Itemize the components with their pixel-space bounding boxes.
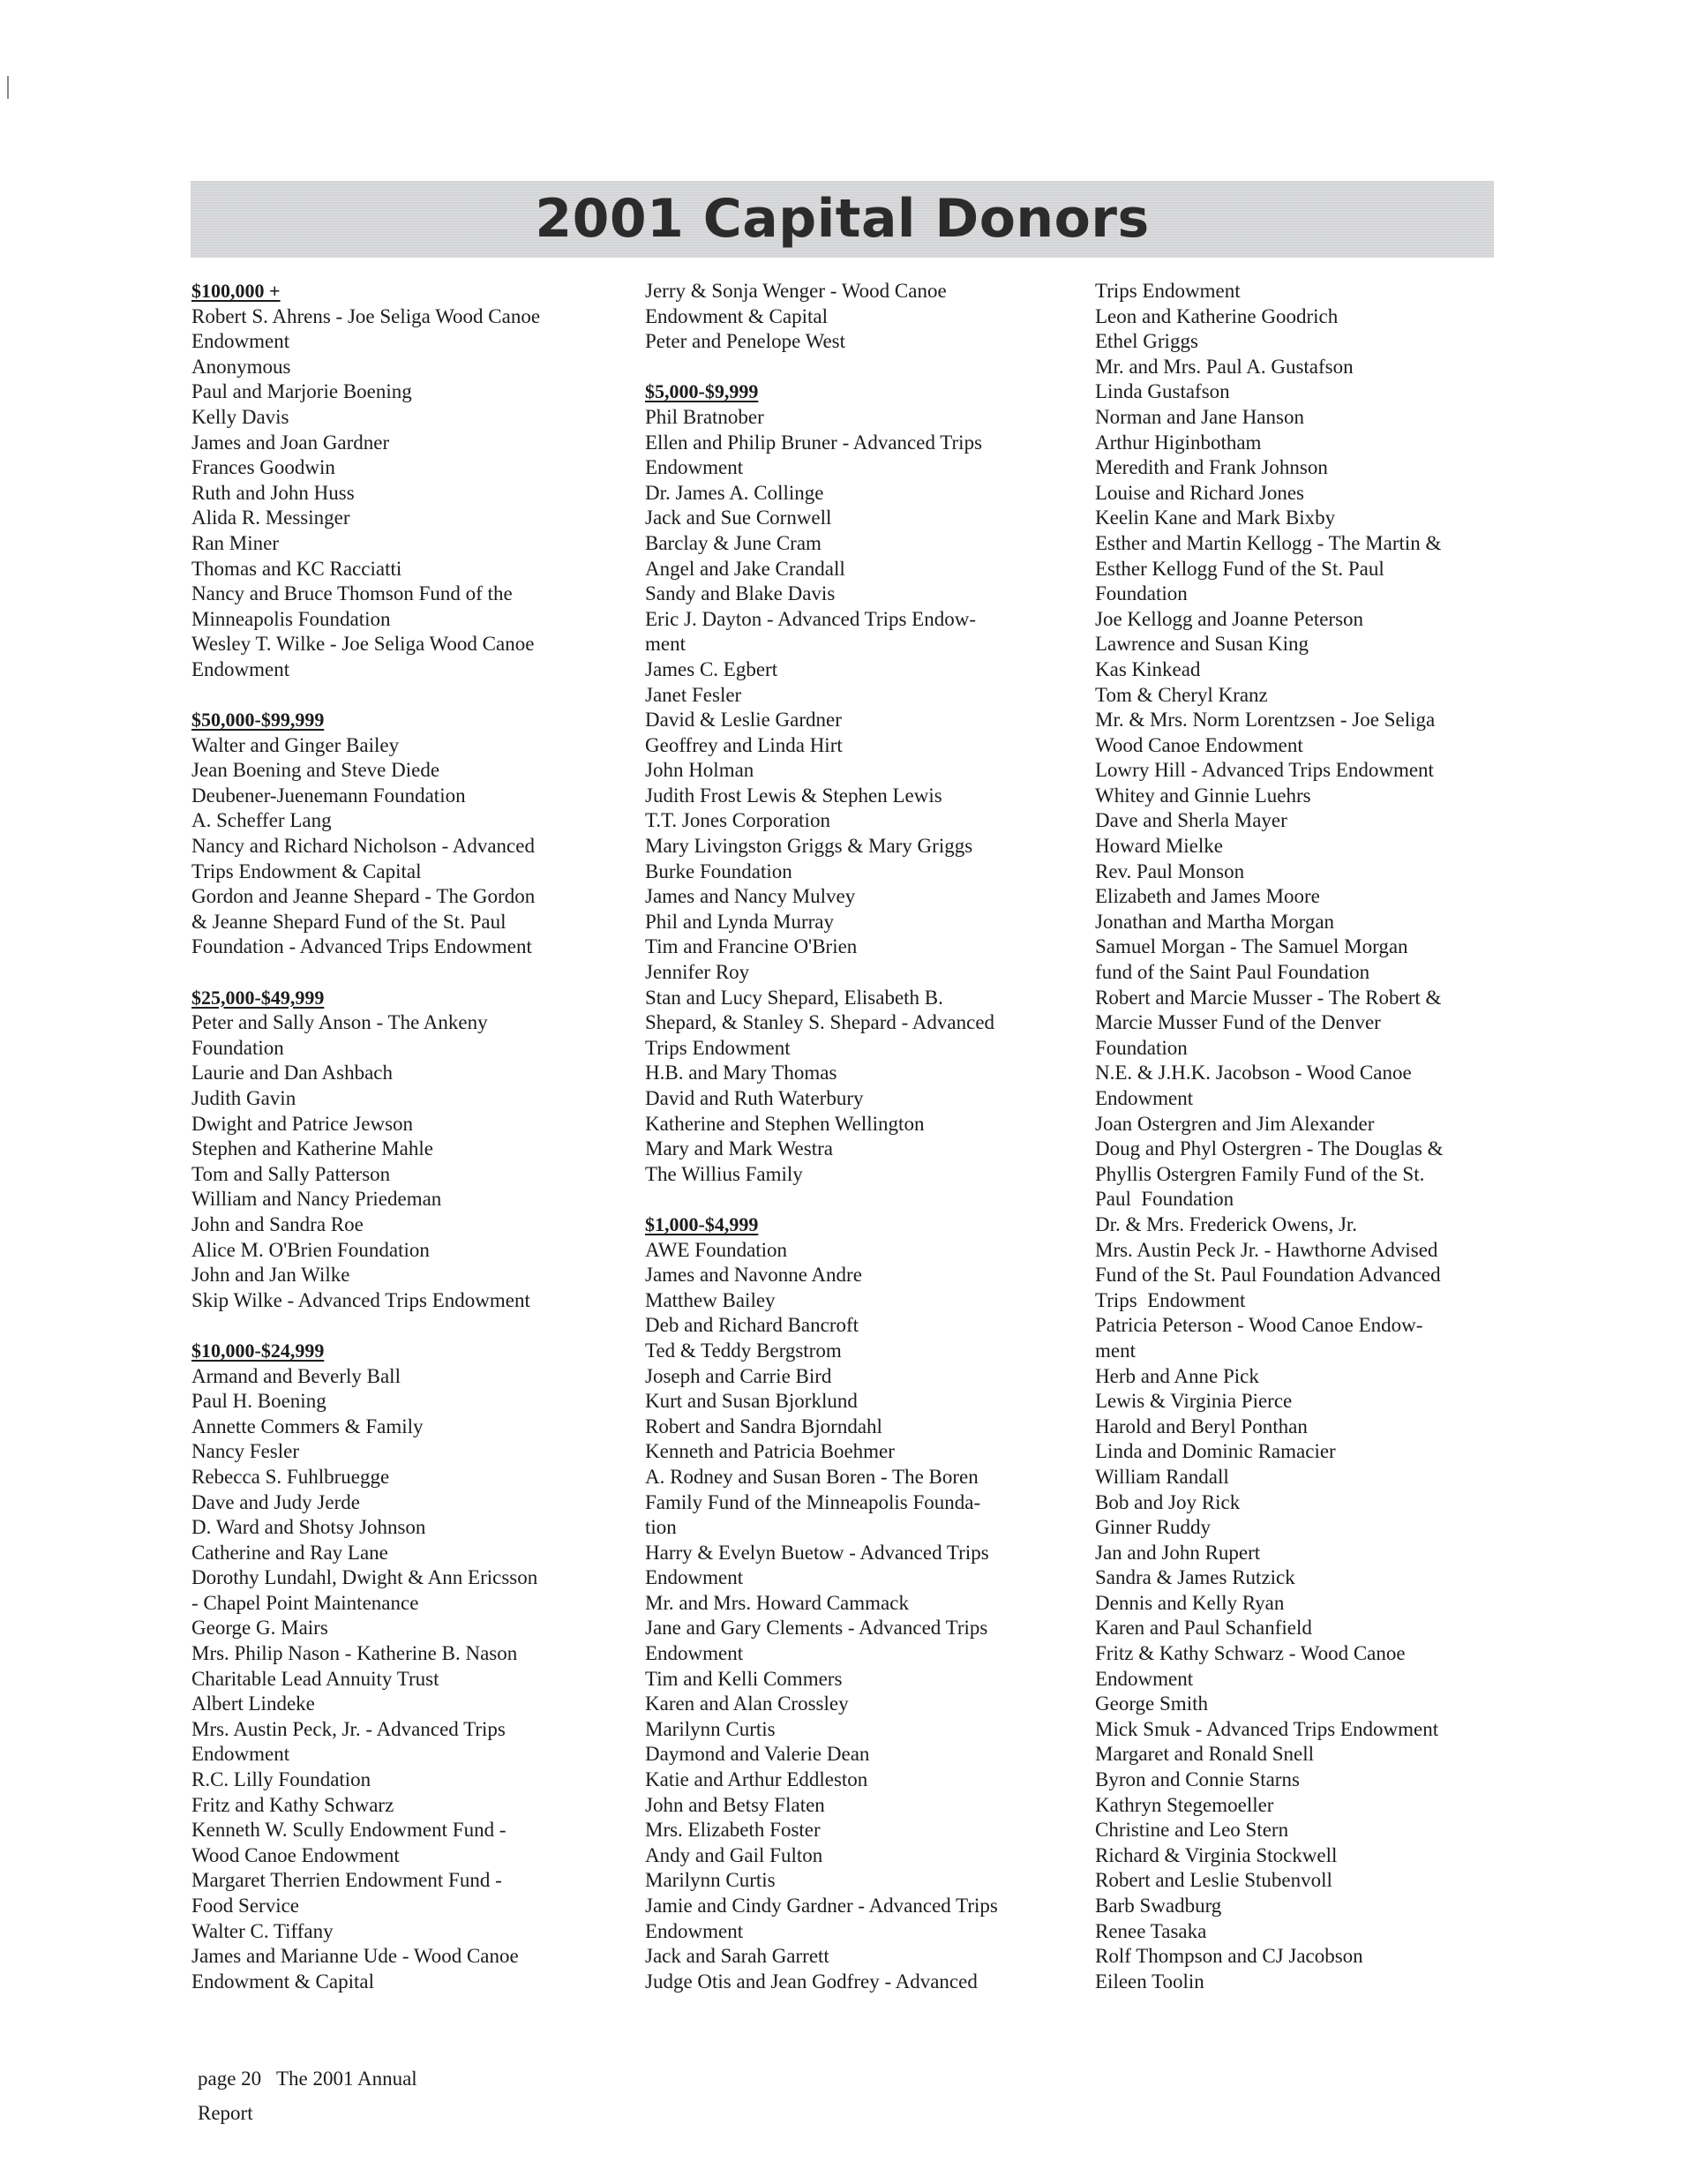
donor-line: David and Ruth Waterbury <box>645 1087 864 1109</box>
donor-line: Linda and Dominic Ramacier <box>1095 1440 1336 1463</box>
donor-line: Walter and Ginger Bailey <box>191 733 400 756</box>
donor-line: Arthur Higinbotham <box>1095 431 1262 454</box>
donor-line: Nancy and Richard Nicholson - Advanced <box>191 835 535 858</box>
donor-line: Endowment <box>1095 1667 1194 1690</box>
donor-line: Kas Kinkead <box>1095 657 1201 680</box>
donor-line: Ginner Ruddy <box>1095 1516 1211 1539</box>
donor-line: Rolf Thompson and CJ Jacobson <box>1095 1945 1363 1968</box>
donor-line: Jean Boening and Steve Diede <box>191 759 440 782</box>
donor-line: Harold and Beryl Ponthan <box>1095 1415 1308 1437</box>
donor-line: Paul H. Boening <box>191 1390 326 1413</box>
donor-line: Doug and Phyl Ostergren - The Douglas & <box>1095 1137 1444 1160</box>
donor-line: A. Scheffer Lang <box>191 809 332 832</box>
donor-line: Jonathan and Martha Morgan <box>1095 910 1335 933</box>
donor-line: Jan and John Rupert <box>1095 1541 1261 1564</box>
section-heading: $25,000-$49,999 <box>191 986 325 1009</box>
donor-line: Anonymous <box>191 355 291 378</box>
donor-line: Norman and Jane Hanson <box>1095 405 1304 428</box>
donor-line: Judith Frost Lewis & Stephen Lewis <box>645 784 942 807</box>
donor-line: Endowment <box>191 657 290 680</box>
donor-line: Wesley T. Wilke - Joe Seliga Wood Canoe <box>191 633 535 656</box>
donor-line: - Chapel Point Maintenance <box>191 1591 419 1614</box>
donor-line: Elizabeth and James Moore <box>1095 885 1320 908</box>
donor-line: Nancy and Bruce Thomson Fund of the <box>191 582 513 605</box>
donor-line: Trips Endowment <box>1095 1288 1246 1311</box>
donor-line: D. Ward and Shotsy Johnson <box>191 1516 426 1539</box>
donor-line: Lawrence and Susan King <box>1095 633 1309 656</box>
donor-line: Kathryn Stegemoeller <box>1095 1793 1274 1816</box>
donor-line: Jennifer Roy <box>645 961 750 984</box>
donor-line: Jerry & Sonja Wenger - Wood Canoe <box>645 280 947 302</box>
donor-line: Endowment & Capital <box>645 304 828 327</box>
donor-line: Endowment <box>1095 1087 1194 1109</box>
donor-section <box>1095 279 1510 1994</box>
donor-line: Eric J. Dayton - Advanced Trips Endow- <box>645 607 976 630</box>
donor-line: Armand and Beverly Ball <box>191 1364 401 1387</box>
scan-edge-mark <box>7 76 9 99</box>
donor-line: Jack and Sarah Garrett <box>645 1945 829 1968</box>
donor-line: Barclay & June Cram <box>645 531 821 554</box>
donor-line: T.T. Jones Corporation <box>645 809 830 832</box>
donor-line: Linda Gustafson <box>1095 380 1230 403</box>
donor-section <box>645 1212 1069 1994</box>
donor-line: Kenneth and Patricia Boehmer <box>645 1440 895 1463</box>
donor-line: tion <box>645 1516 677 1539</box>
donor-line: Samuel Morgan - The Samuel Morgan <box>1095 935 1408 958</box>
donor-line: David & Leslie Gardner <box>645 709 842 732</box>
donor-line: Marcie Musser Fund of the Denver <box>1095 1011 1381 1034</box>
donor-line: AWE Foundation <box>645 1238 788 1261</box>
donor-line: Tom and Sally Patterson <box>191 1162 391 1185</box>
donor-line: William and Nancy Priedeman <box>191 1188 442 1211</box>
donor-line: James C. Egbert <box>645 657 778 680</box>
donor-line: Ellen and Philip Bruner - Advanced Trips <box>645 431 983 454</box>
donor-line: Stan and Lucy Shepard, Elisabeth B. <box>645 986 943 1009</box>
donor-line: The Willius Family <box>645 1162 803 1185</box>
donor-line: Kelly Davis <box>191 405 289 428</box>
donor-line: Whitey and Ginnie Luehrs <box>1095 784 1311 807</box>
donor-line: Leon and Katherine Goodrich <box>1095 304 1339 327</box>
donor-line: Wood Canoe Endowment <box>191 1843 400 1866</box>
donor-line: Nancy Fesler <box>191 1440 299 1463</box>
donor-line: Marilynn Curtis <box>645 1717 776 1740</box>
donor-line: Janet Fesler <box>645 683 742 706</box>
donor-line: Walter C. Tiffany <box>191 1919 334 1942</box>
donor-line: Thomas and KC Racciatti <box>191 557 402 580</box>
donor-line: Stephen and Katherine Mahle <box>191 1137 433 1160</box>
donor-line: George G. Mairs <box>191 1617 328 1640</box>
donor-line: James and Joan Gardner <box>191 431 390 454</box>
page-title: 2001 Capital Donors <box>535 188 1150 250</box>
donor-line: Geoffrey and Linda Hirt <box>645 733 843 756</box>
donor-line: & Jeanne Shepard Fund of the St. Paul <box>191 910 506 933</box>
donor-line: Howard Mielke <box>1095 835 1223 858</box>
donor-line: Foundation <box>191 1036 284 1059</box>
donor-section <box>191 1339 606 1994</box>
donor-line: Wood Canoe Endowment <box>1095 733 1303 756</box>
donor-line: Margaret Therrien Endowment Fund - <box>191 1869 502 1892</box>
donor-line: Eileen Toolin <box>1095 1970 1204 1993</box>
section-heading: $100,000 + <box>191 280 281 302</box>
donor-line: Paul and Marjorie Boening <box>191 380 412 403</box>
donor-line: Lewis & Virginia Pierce <box>1095 1390 1293 1413</box>
donor-line: Shepard, & Stanley S. Shepard - Advanced <box>645 1011 995 1034</box>
donor-line: Dorothy Lundahl, Dwight & Ann Ericsson <box>191 1566 538 1589</box>
donor-line: Burke Foundation <box>645 859 792 882</box>
donor-line: Ruth and John Huss <box>191 481 355 504</box>
donor-line: Trips Endowment <box>1095 280 1241 302</box>
donor-line: Esther and Martin Kellogg - The Martin & <box>1095 531 1442 554</box>
section-heading: $1,000-$4,999 <box>645 1212 759 1235</box>
donor-line: Albert Lindeke <box>191 1692 315 1715</box>
donor-line: Laurie and Dan Ashbach <box>191 1062 394 1084</box>
donor-line: Alice M. O'Brien Foundation <box>191 1238 430 1261</box>
donor-line: Minneapolis Foundation <box>191 607 391 630</box>
donor-line: George Smith <box>1095 1692 1208 1715</box>
donor-line: Peter and Penelope West <box>645 330 846 353</box>
donor-line: Matthew Bailey <box>645 1288 776 1311</box>
section-heading: $5,000-$9,999 <box>645 380 759 403</box>
donor-line: Robert and Marcie Musser - The Robert & <box>1095 986 1442 1009</box>
donor-line: Endowment <box>645 1919 744 1942</box>
donor-line: Catherine and Ray Lane <box>191 1541 388 1564</box>
donor-line: Kenneth W. Scully Endowment Fund - <box>191 1819 506 1842</box>
donor-line: Peter and Sally Anson - The Ankeny <box>191 1011 488 1034</box>
donor-line: Karen and Alan Crossley <box>645 1692 849 1715</box>
donor-section <box>191 279 606 683</box>
donor-line: A. Rodney and Susan Boren - The Boren <box>645 1465 979 1488</box>
donor-line: Keelin Kane and Mark Bixby <box>1095 507 1336 529</box>
donor-line: Jamie and Cindy Gardner - Advanced Trips <box>645 1895 998 1917</box>
donor-line: Dennis and Kelly Ryan <box>1095 1591 1285 1614</box>
donor-line: Mr. and Mrs. Paul A. Gustafson <box>1095 355 1354 378</box>
donor-line: Endowment <box>191 330 290 353</box>
donor-line: Phil Bratnober <box>645 405 764 428</box>
donor-line: Joe Kellogg and Joanne Peterson <box>1095 607 1364 630</box>
donor-line: Lowry Hill - Advanced Trips Endowment <box>1095 759 1434 782</box>
donor-line: Jane and Gary Clements - Advanced Trips <box>645 1617 988 1640</box>
donor-line: Foundation - Advanced Trips Endowment <box>191 935 532 958</box>
donor-line: Ted & Teddy Bergstrom <box>645 1339 842 1362</box>
donor-line: Richard & Virginia Stockwell <box>1095 1843 1338 1866</box>
donor-line: Mary Livingston Griggs & Mary Griggs <box>645 835 973 858</box>
donor-line: Tom & Cheryl Kranz <box>1095 683 1268 706</box>
donor-line: Mary and Mark Westra <box>645 1137 833 1160</box>
donor-line: Trips Endowment & Capital <box>191 859 422 882</box>
donor-line: Christine and Leo Stern <box>1095 1819 1289 1842</box>
donor-line: Karen and Paul Schanfield <box>1095 1617 1312 1640</box>
donor-line: Alida R. Messinger <box>191 507 350 529</box>
donor-line: Endowment <box>645 1642 744 1665</box>
donor-line: Harry & Evelyn Buetow - Advanced Trips <box>645 1541 989 1564</box>
donor-line: Katie and Arthur Eddleston <box>645 1768 868 1791</box>
donor-line: Charitable Lead Annuity Trust <box>191 1667 439 1690</box>
donor-line: Esther Kellogg Fund of the St. Paul <box>1095 557 1384 580</box>
donor-column-3 <box>1095 279 1510 2020</box>
donor-section <box>191 986 606 1314</box>
donor-section <box>191 708 606 960</box>
donor-line: Foundation <box>1095 582 1188 605</box>
donor-line: Katherine and Stephen Wellington <box>645 1112 925 1135</box>
donor-line: Ethel Griggs <box>1095 330 1198 353</box>
donor-line: Tim and Francine O'Brien <box>645 935 858 958</box>
donor-section <box>645 279 1069 355</box>
donor-line: Daymond and Valerie Dean <box>645 1743 870 1766</box>
donor-line: Rev. Paul Monson <box>1095 859 1245 882</box>
donor-line: fund of the Saint Paul Foundation <box>1095 961 1370 984</box>
donor-line: Fritz and Kathy Schwarz <box>191 1793 394 1816</box>
donor-column-1 <box>191 279 606 2020</box>
donor-line: Byron and Connie Starns <box>1095 1768 1300 1791</box>
donor-line: Mrs. Elizabeth Foster <box>645 1819 821 1842</box>
donor-line: Angel and Jake Crandall <box>645 557 845 580</box>
donor-line: Foundation <box>1095 1036 1188 1059</box>
donor-line: Mick Smuk - Advanced Trips Endowment <box>1095 1717 1439 1740</box>
donor-line: Bob and Joy Rick <box>1095 1490 1241 1513</box>
donor-line: Marilynn Curtis <box>645 1869 776 1892</box>
donor-line: Mrs. Austin Peck Jr. - Hawthorne Advised <box>1095 1238 1438 1261</box>
donor-line: Family Fund of the Minneapolis Founda- <box>645 1490 981 1513</box>
donor-line: Mr. & Mrs. Norm Lorentzsen - Joe Seliga <box>1095 709 1436 732</box>
donor-line: Deb and Richard Bancroft <box>645 1314 859 1337</box>
donor-line: Phil and Lynda Murray <box>645 910 834 933</box>
donor-column-2 <box>645 279 1069 2020</box>
donor-line: John Holman <box>645 759 754 782</box>
donor-line: Meredith and Frank Johnson <box>1095 456 1328 479</box>
donor-line: Dave and Judy Jerde <box>191 1490 360 1513</box>
donor-line: ment <box>645 633 686 656</box>
donor-line: Barb Swadburg <box>1095 1895 1222 1917</box>
donor-section <box>645 379 1069 1187</box>
donor-line: Fund of the St. Paul Foundation Advanced <box>1095 1264 1441 1287</box>
donor-line: Robert and Sandra Bjorndahl <box>645 1415 882 1437</box>
donor-line: Paul Foundation <box>1095 1188 1234 1211</box>
donor-line: Endowment <box>645 1566 744 1589</box>
donor-line: Dwight and Patrice Jewson <box>191 1112 414 1135</box>
donor-line: Phyllis Ostergren Family Fund of the St. <box>1095 1162 1425 1185</box>
donor-line: John and Jan Wilke <box>191 1264 350 1287</box>
donor-line: John and Betsy Flaten <box>645 1793 825 1816</box>
page-footer <box>198 2061 498 2130</box>
donor-line: Dr. James A. Collinge <box>645 481 824 504</box>
donor-line: William Randall <box>1095 1465 1229 1488</box>
section-heading: $10,000-$24,999 <box>191 1339 325 1362</box>
donor-line: James and Nancy Mulvey <box>645 885 856 908</box>
donor-line: James and Navonne Andre <box>645 1264 862 1287</box>
donor-line: Deubener-Juenemann Foundation <box>191 784 466 807</box>
donor-line: Robert S. Ahrens - Joe Seliga Wood Canoe <box>191 304 541 327</box>
donor-line: Joseph and Carrie Bird <box>645 1364 832 1387</box>
donor-line: Endowment & Capital <box>191 1970 374 1993</box>
donor-line: Renee Tasaka <box>1095 1919 1207 1942</box>
donor-line: Jack and Sue Cornwell <box>645 507 832 529</box>
donor-line: N.E. & J.H.K. Jacobson - Wood Canoe <box>1095 1062 1412 1084</box>
donor-line: Patricia Peterson - Wood Canoe Endow- <box>1095 1314 1423 1337</box>
donor-line: Ran Miner <box>191 531 280 554</box>
donor-line: James and Marianne Ude - Wood Canoe <box>191 1945 519 1968</box>
donor-line: Louise and Richard Jones <box>1095 481 1304 504</box>
donor-line: Frances Goodwin <box>191 456 335 479</box>
donor-line: Andy and Gail Fulton <box>645 1843 823 1866</box>
donor-line: Rebecca S. Fuhlbruegge <box>191 1465 390 1488</box>
donor-line: ment <box>1095 1339 1136 1362</box>
donor-line: Kurt and Susan Bjorklund <box>645 1390 858 1413</box>
donor-line: Dave and Sherla Mayer <box>1095 809 1287 832</box>
donor-line: Robert and Leslie Stubenvoll <box>1095 1869 1332 1892</box>
donor-line: Gordon and Jeanne Shepard - The Gordon <box>191 885 536 908</box>
donor-line: Fritz & Kathy Schwarz - Wood Canoe <box>1095 1642 1406 1665</box>
donor-line: H.B. and Mary Thomas <box>645 1062 837 1084</box>
donor-line: Judith Gavin <box>191 1087 296 1109</box>
donor-line: Annette Commers & Family <box>191 1415 424 1437</box>
section-heading: $50,000-$99,999 <box>191 709 325 732</box>
donor-line: Mrs. Philip Nason - Katherine B. Nason <box>191 1642 518 1665</box>
donor-line: John and Sandra Roe <box>191 1212 364 1235</box>
footer-line-2: Report <box>198 2102 253 2124</box>
donor-line: Endowment <box>191 1743 290 1766</box>
donor-line: Joan Ostergren and Jim Alexander <box>1095 1112 1375 1135</box>
donor-line: Food Service <box>191 1895 300 1917</box>
donor-line: Tim and Kelli Commers <box>645 1667 843 1690</box>
donor-line: Sandy and Blake Davis <box>645 582 836 605</box>
donor-line: Mr. and Mrs. Howard Cammack <box>645 1591 909 1614</box>
donor-line: Trips Endowment <box>645 1036 791 1059</box>
donor-line: Judge Otis and Jean Godfrey - Advanced <box>645 1970 978 1993</box>
donor-line: Endowment <box>645 456 744 479</box>
donor-line: Mrs. Austin Peck, Jr. - Advanced Trips <box>191 1717 506 1740</box>
footer-line-1: page 20 The 2001 Annual <box>198 2068 417 2090</box>
donor-line: Herb and Anne Pick <box>1095 1364 1259 1387</box>
donor-line: R.C. Lilly Foundation <box>191 1768 371 1791</box>
donor-line: Dr. & Mrs. Frederick Owens, Jr. <box>1095 1212 1358 1235</box>
donor-line: Sandra & James Rutzick <box>1095 1566 1295 1589</box>
donor-line: Margaret and Ronald Snell <box>1095 1743 1315 1766</box>
donor-line: Skip Wilke - Advanced Trips Endowment <box>191 1288 530 1311</box>
